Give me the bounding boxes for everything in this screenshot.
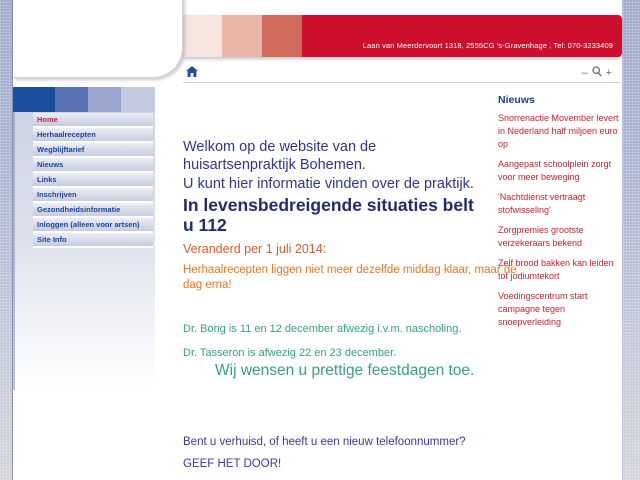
sidebar-menu-item[interactable]: [33, 233, 153, 248]
zoom-out-button[interactable]: –: [581, 66, 588, 79]
moved-question: Bent u verhuisd, of heeft u een nieuw telefoonnummer?: [183, 436, 466, 448]
welcome-text: Welkom op de website van de huisartsenpraktijk Bohemen.: [183, 139, 377, 173]
news-link[interactable]: Zelf brood bakken kan leiden tot jodiumtekort: [498, 258, 614, 281]
sidebar-menu-item[interactable]: [33, 218, 153, 233]
header-gradient-block-3: [262, 15, 302, 57]
zoom-controls: [581, 63, 612, 82]
sidebar-menu-item-label: Nieuws: [37, 160, 64, 169]
sidebar-menu-item[interactable]: [33, 113, 153, 128]
sidebar-menu-item-label: Links: [37, 175, 57, 184]
holiday-greeting: Wij wensen u prettige feestdagen toe.: [215, 362, 475, 379]
practice-address: Laan van Meerdervoort 1318, 2555CG 's-Gravenhage , Tel: 070-3233409: [362, 41, 613, 50]
changed-body: Herhaalrecepten liggen niet meer dezelfde middag klaar, maar de dag erna!: [183, 264, 517, 291]
header-gradient-block-2: [222, 15, 262, 57]
news-panel: [498, 94, 625, 336]
magnifier-icon[interactable]: [592, 64, 602, 82]
sidebar-block-2: [55, 87, 88, 112]
absence-notice-bong: Dr. Bong is 11 en 12 december afwezig i.v.m. nascholing.: [183, 323, 462, 335]
toolbar-divider: [183, 82, 620, 83]
sidebar-menu-item[interactable]: [33, 158, 153, 173]
zoom-in-button[interactable]: +: [605, 66, 612, 79]
moved-cta: GEEF HET DOOR!: [183, 458, 282, 470]
sidebar-menu-item[interactable]: [33, 128, 153, 143]
news-link[interactable]: Voedingscentrum start campagne tegen snoepverleiding: [498, 291, 588, 327]
news-link[interactable]: Zorgpremies grootste verzekeraars bekend: [498, 225, 584, 248]
news-list: [498, 112, 625, 329]
page-border-left: [0, 0, 13, 480]
logo-bubble: [13, 0, 183, 78]
news-link[interactable]: Aangepast schoolplein zorgt voor meer beweging: [498, 159, 612, 182]
sidebar-block-4: [121, 87, 155, 112]
changed-heading: Veranderd per 1 juli 2014:: [183, 242, 327, 256]
sidebar-menu-item-label: Wegblijftarief: [37, 145, 85, 154]
header-gradient-block-red: [302, 15, 622, 57]
sidebar-menu-item[interactable]: [33, 203, 153, 218]
sidebar-menu-item[interactable]: [33, 188, 153, 203]
toolbar: [183, 62, 620, 82]
emergency-heading: In levensbedreigende situaties belt u 112: [183, 195, 474, 235]
sidebar-menu-item-label: Home: [37, 115, 58, 124]
sidebar-color-blocks: [13, 87, 155, 112]
sidebar-menu-item[interactable]: [33, 143, 153, 158]
sidebar-menu-item-label: Herhaalrecepten: [37, 130, 96, 139]
absence-notice-tasseron: Dr. Tasseron is afwezig 22 en 23 december.: [183, 347, 397, 359]
sidebar-block-1: [13, 87, 55, 112]
sidebar-block-3: [88, 87, 121, 112]
info-text: U kunt hier informatie vinden over de praktijk.: [183, 176, 474, 192]
header-banner: [183, 15, 622, 57]
sidebar-menu-item-label: Inloggen (alleen voor artsen): [37, 220, 140, 229]
news-link[interactable]: 'Nachtdienst vertraagt stofwisseling': [498, 192, 586, 215]
header-gradient-block-1: [183, 15, 222, 57]
news-link[interactable]: Snorrenactie Movember levert in Nederland half miljoen euro op: [498, 113, 619, 149]
sidebar-menu: [33, 113, 153, 248]
sidebar-menu-item[interactable]: [33, 173, 153, 188]
sidebar-body: [13, 112, 155, 390]
sidebar-menu-item-label: Site Info: [37, 235, 67, 244]
news-title: Nieuws: [498, 94, 535, 106]
sidebar: [13, 87, 155, 390]
main-content: [183, 130, 517, 480]
home-icon[interactable]: [186, 64, 198, 82]
sidebar-menu-item-label: Inschrijven: [37, 190, 77, 199]
sidebar-menu-item-label: Gezondheidsinformatie: [37, 205, 121, 214]
